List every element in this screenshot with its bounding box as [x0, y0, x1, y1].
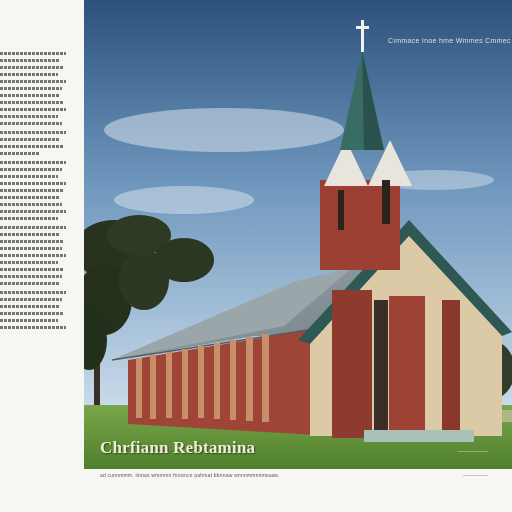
text-line: [0, 319, 58, 322]
text-line: [0, 226, 66, 229]
text-line: [0, 196, 60, 199]
porch-opening: [374, 300, 388, 430]
footer-caption: ad cunnmmm. iinnas wmnnnn fncwnce pahmat bbnnaw wnnnmmnnnwaaw.: [100, 473, 280, 479]
porch-column: [442, 300, 460, 436]
text-line: [0, 73, 58, 76]
text-line: [0, 247, 62, 250]
text-line: [0, 66, 64, 69]
text-line: [0, 254, 66, 257]
text-line: [0, 108, 66, 111]
porch-step: [364, 430, 474, 442]
left-text-column: [0, 52, 70, 335]
text-line: [0, 275, 62, 278]
text-line: [0, 240, 64, 243]
text-line: [0, 291, 66, 294]
text-line: [0, 175, 58, 178]
text-line: [0, 326, 66, 329]
text-paragraph: [0, 226, 70, 285]
text-line: [0, 122, 62, 125]
footer-note: —————: [463, 473, 488, 479]
cloud: [104, 108, 344, 152]
photo-header-text: Cimmace Inoe hme Wmmes Cmmec: [388, 38, 511, 45]
text-line: [0, 268, 64, 271]
text-line: [0, 182, 66, 185]
text-line: [0, 312, 64, 315]
porch-column: [389, 296, 425, 436]
text-paragraph: [0, 161, 70, 220]
text-line: [0, 94, 60, 97]
text-line: [0, 52, 66, 55]
text-line: [0, 59, 60, 62]
text-line: [0, 233, 60, 236]
text-line: [0, 203, 62, 206]
text-line: [0, 261, 58, 264]
text-line: [0, 161, 66, 164]
photo-title: Chrfiann Rebtamina: [100, 438, 256, 457]
photo-corner-text: —————: [458, 449, 488, 455]
text-line: [0, 115, 58, 118]
text-line: [0, 138, 60, 141]
text-line: [0, 189, 64, 192]
text-line: [0, 80, 66, 83]
text-line: [0, 298, 62, 301]
cloud: [114, 186, 254, 214]
text-line: [0, 87, 62, 90]
text-line: [0, 152, 40, 155]
tower-window: [382, 180, 390, 224]
text-paragraph: [0, 291, 70, 329]
tower-window: [338, 190, 344, 230]
cross: [361, 20, 364, 52]
text-line: [0, 131, 66, 134]
text-line: [0, 305, 60, 308]
porch-column: [332, 290, 372, 438]
text-line: [0, 210, 66, 213]
church-photo: [84, 0, 512, 469]
text-line: [0, 101, 64, 104]
text-line: [0, 217, 58, 220]
text-line: [0, 282, 60, 285]
text-line: [0, 168, 62, 171]
text-paragraph: [0, 52, 70, 125]
text-line: [0, 145, 64, 148]
text-paragraph: [0, 131, 70, 155]
